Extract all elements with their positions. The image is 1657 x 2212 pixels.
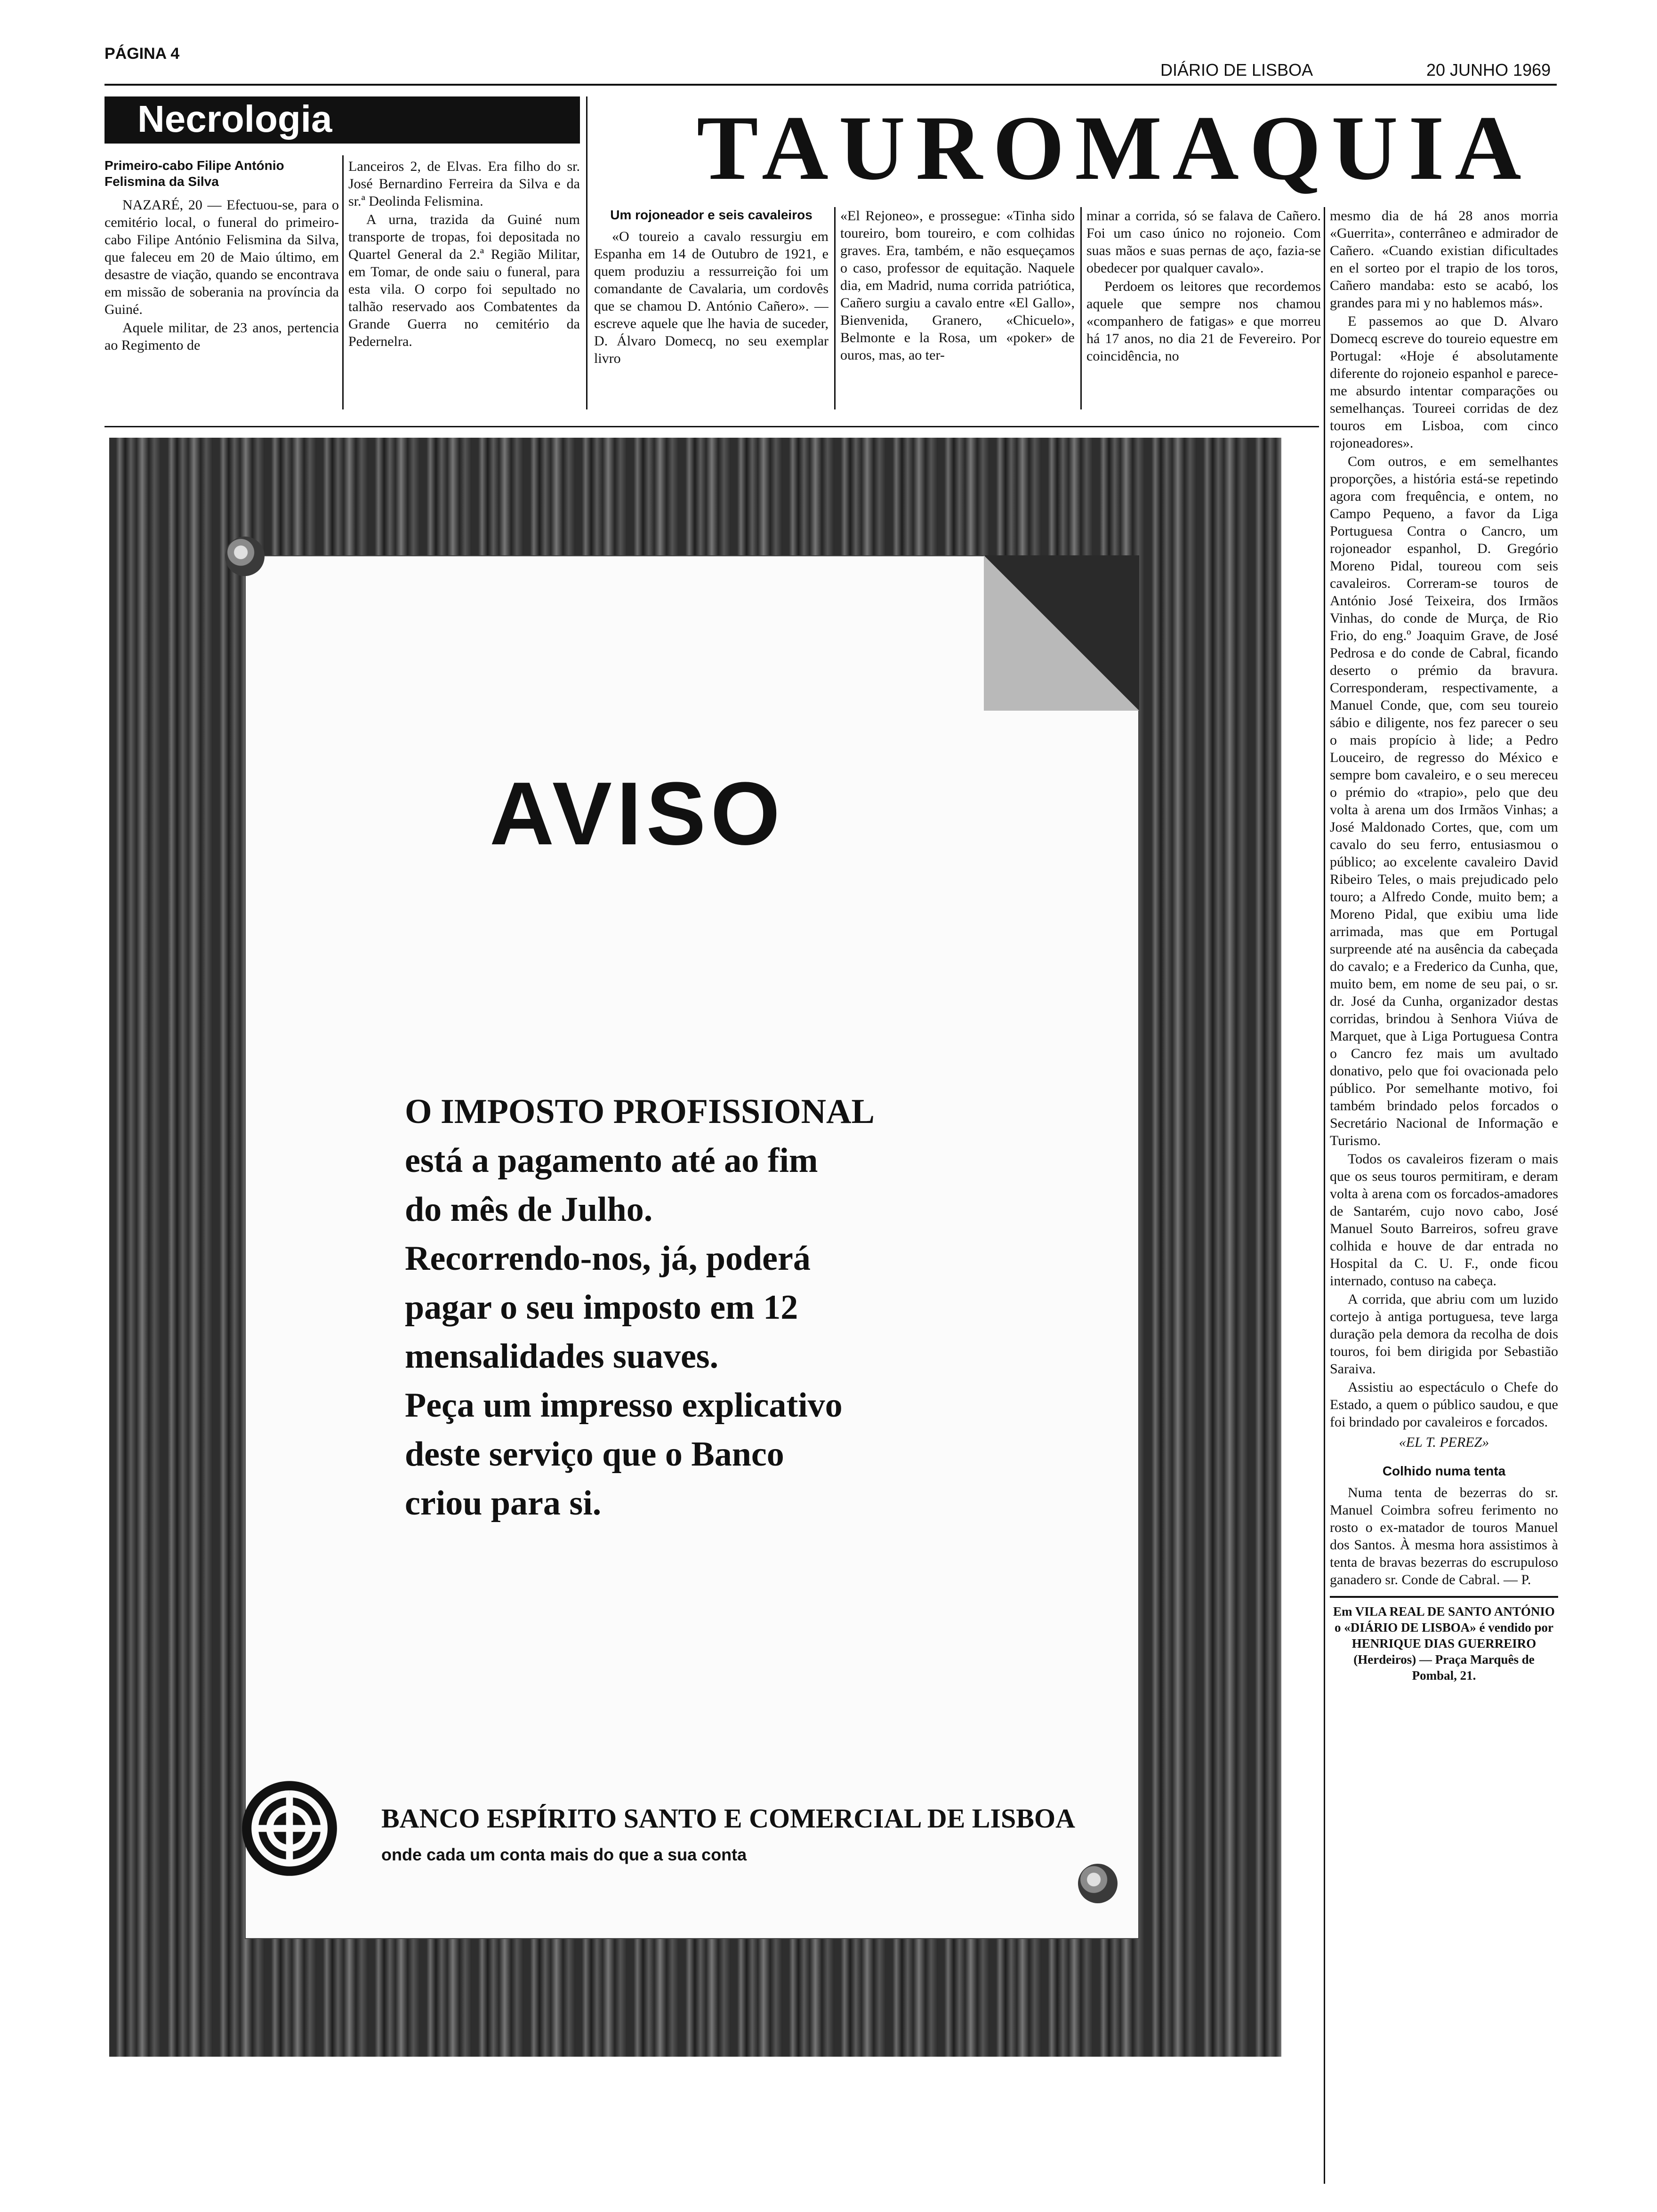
advert-line: criou para si. bbox=[405, 1484, 602, 1523]
necrologia-banner bbox=[105, 96, 580, 144]
ad-top-rule bbox=[105, 426, 1319, 427]
author-signature: «EL T. PEREZ» bbox=[1399, 1435, 1489, 1450]
necrologia-column-1 bbox=[105, 158, 339, 407]
tauromaquia-column-4 bbox=[1330, 207, 1558, 2193]
advert-body bbox=[405, 1087, 1120, 1528]
newspaper-name: DIÁRIO DE LISBOA bbox=[1160, 60, 1313, 80]
advert-line: do mês de Julho. bbox=[405, 1190, 653, 1229]
column-divider bbox=[342, 155, 344, 409]
tauromaquia-paragraph: Numa tenta de bezerras do sr. Manuel Coimbra sofreu ferimento no rosto o ex-matador de touros Manuel dos Santos. À mesma hora assistimos à tenta de bravas bezerras do escrupuloso ganadero sr. Conde de Cabral. — P. bbox=[1330, 1485, 1558, 1587]
advert-line: O IMPOSTO PROFISSIONAL bbox=[405, 1092, 875, 1131]
tauromaquia-title: TAUROMAQUIA bbox=[697, 97, 1532, 199]
bank-logo-icon bbox=[240, 1779, 339, 1878]
vendor-note: Em VILA REAL DE SANTO ANTÓNIO o «DIÁRIO DE LISBOA» é vendido por HENRIQUE DIAS GUERREIRO (Herdeiros) — Praça Marquês de Pombal, 21. bbox=[1333, 1604, 1555, 1683]
tauromaquia-paragraph: A corrida, que abriu com um luzido cortejo à antiga portuguesa, teve larga duração pela demora da recolha de dois touros, foi bem dirigida por Sebastião Saraiva. bbox=[1330, 1291, 1558, 1377]
issue-date: 20 JUNHO 1969 bbox=[1426, 60, 1551, 80]
necrologia-column-2 bbox=[348, 158, 580, 407]
tauromaquia-column-2 bbox=[840, 207, 1075, 409]
advert-curtain-background bbox=[109, 438, 1281, 2057]
tauromaquia-column-1 bbox=[594, 207, 828, 409]
page-curl bbox=[984, 555, 1139, 711]
note-rule bbox=[1330, 1596, 1558, 1598]
header-rule bbox=[105, 84, 1557, 86]
section-divider bbox=[586, 96, 587, 409]
pushpin-icon bbox=[1078, 1864, 1118, 1903]
advert-poster bbox=[245, 555, 1139, 1939]
advert-line: Peça um impresso explicativo bbox=[405, 1386, 843, 1425]
tauromaquia-paragraph: mesmo dia de há 28 anos morria «Guerrita», conterrâneo e admirador de Cañero. «Cuando existian dificultades en el sorteo por el trapio de los toros, Cañero mandaba: esto se acabó, los grandes para mi y no hablemos más». bbox=[1330, 208, 1558, 311]
necrologia-subhead: Primeiro-cabo Filipe António Felismina da Silva bbox=[105, 158, 284, 189]
bank-slogan: onde cada um conta mais do que a sua conta bbox=[381, 1845, 747, 1864]
advert-line: está a pagamento até ao fim bbox=[405, 1141, 818, 1180]
pushpin-icon bbox=[225, 537, 265, 576]
tauromaquia-column-3 bbox=[1086, 207, 1321, 409]
advert-line: mensalidades suaves. bbox=[405, 1337, 719, 1376]
necrologia-paragraph: A urna, trazida da Guiné num transporte de tropas, foi depositada no Quartel General da 2.ª Região Militar, em Tomar, de onde saiu o funeral, para esta vila. O corpo foi sepultado no talhão reservado aos Combatentes da Grande Guerra no cemitério da Pedernelra. bbox=[348, 212, 580, 349]
necrologia-paragraph: Aquele militar, de 23 anos, pertencia ao Regimento de bbox=[105, 320, 339, 353]
tauromaquia-paragraph: «El Rejoneo», e prossegue: «Tinha sido toureiro, bom toureiro, e com colhidas graves. Era, também, e não esqueçamos o caso, professor de equitação. Naquele dia, em Madrid, numa corrida patriótica, Cañero surgiu a cavalo entre «El Gallo», Bienvenida, Granero, «Chicuelo», Belmonte e la Rosa, um «poker» de ouros, mas, ao ter- bbox=[840, 208, 1075, 363]
bank-name: BANCO ESPÍRITO SANTO E COMERCIAL DE LISBOA bbox=[381, 1803, 1075, 1834]
tauromaquia-paragraph: minar a corrida, só se falava de Cañero. Foi um caso único no rojoneio. Com suas mãos e suas pernas de aço, fazia-se obedecer por qualquer cavalo». bbox=[1086, 208, 1321, 276]
tauromaquia-paragraph: Assistiu ao espectáculo o Chefe do Estado, a quem o público saudou, e que foi brindado por cavaleiros e forcados. bbox=[1330, 1379, 1558, 1430]
advert-headline: AVISO bbox=[490, 764, 785, 864]
advert-line: pagar o seu imposto em 12 bbox=[405, 1288, 798, 1327]
column-divider bbox=[1324, 207, 1325, 2184]
tauromaquia-paragraph: Perdoem os leitores que recordemos aquele que sempre nos chamou «companhero de fatigas» e que morreu há 17 anos, no dia 21 de Fevereiro. Por coincidência, no bbox=[1086, 279, 1321, 364]
tauromaquia-subhead: Um rojoneador e seis cavaleiros bbox=[610, 208, 812, 222]
advert-line: deste serviço que o Banco bbox=[405, 1435, 784, 1474]
necrologia-paragraph: NAZARÉ, 20 — Efectuou-se, para o cemitério local, o funeral do primeiro-cabo Filipe António Felismina da Silva, que faleceu em 20 de Maio último, em desastre de viação, quando se encontrava em missão de soberania na província da Guiné. bbox=[105, 197, 339, 317]
column-divider bbox=[1080, 207, 1082, 409]
tauromaquia-paragraph: «O toureio a cavalo ressurgiu em Espanha em 14 de Outubro de 1921, e quem produziu a ressurreição foi um comandante de Cavalaria, um cordovês que se chamou D. António Cañero». — escreve aquele que lhe havia de suceder, D. Álvaro Domecq, no seu exemplar livro bbox=[594, 229, 828, 366]
tauromaquia-subhead-2: Colhido numa tenta bbox=[1382, 1464, 1506, 1478]
tauromaquia-paragraph: Todos os cavaleiros fizeram o mais que os seus touros permitiram, e deram volta à arena com os forcados-amadores de Santarém, cujo novo cabo, José Manuel Souto Barreiros, sofreu grave colhida e houve de dar entrada no Hospital da C. U. F., onde ficou internado, contuso na cabeça. bbox=[1330, 1151, 1558, 1289]
necrologia-title: Necrologia bbox=[137, 98, 332, 140]
tauromaquia-paragraph: Com outros, e em semelhantes proporções, a história está-se repetindo agora com frequência, e ontem, no Campo Pequeno, a favor da Liga Portuguesa Contra o Cancro, um rojoneador espanhol, D. Gregório Moreno Pidal, toureou com seis cavaleiros. Correram-se touros de António José Teixeira, dos Irmãos Vinhas, do conde de Murça, de Rio Frio, do eng.º Joaquim Grave, de José Pedrosa e do conde de Cabral, ficando deserto o prémio da bravura. Corresponderam, respectivamente, a Manuel Conde, que, com seu toureio sábio e diligente, nos fez parecer o seu o mais propício à lide; a Pedro Louceiro, de regresso do México e sempre bom cavaleiro, e o seu mereceu o prémio do «trapio», pelo que deu volta à arena um dos Irmãos Vinhas; a José Maldonado Cortes, que, com um cavalo do seu ferro, entusiasmou o público; ao excelente cavaleiro David Ribeiro Teles, o mais prejudicado pelo touro; a Alfredo Conde, muito bem; a Moreno Pidal, que exibiu uma lide arrimada, mas que em Portugal surpreende até na ausência da cabeçada do cavalo; e a Frederico da Cunha, que, muito bem, em nome de seu pai, o sr. dr. José da Cunha, organizador destas corridas, brindou à Senhora Viúva de Marquet, que à Liga Portuguesa Contra o Cancro fez mais um avultado donativo, pelo que foi ovacionada pelo público. Por semelhante motivo, foi também brindado pelos forcados o Secretário Nacional de Informação e Turismo. bbox=[1330, 454, 1558, 1148]
page-label: PÁGINA 4 bbox=[105, 45, 180, 63]
necrologia-paragraph: Lanceiros 2, de Elvas. Era filho do sr. José Bernardino Ferreira da Silva e da sr.ª Deolinda Felismina. bbox=[348, 159, 580, 209]
tauromaquia-paragraph: E passemos ao que D. Alvaro Domecq escreve do toureio equestre em Portugal: «Hoje é absolutamente diferente do rojoneio espanhol e parece-me absurdo intentar comparações ou semelhanças. Toureei corridas de dez touros em Lisboa, com cinco rojoneadores». bbox=[1330, 313, 1558, 451]
column-divider bbox=[834, 207, 836, 409]
advert-line: Recorrendo-nos, já, poderá bbox=[405, 1239, 811, 1278]
